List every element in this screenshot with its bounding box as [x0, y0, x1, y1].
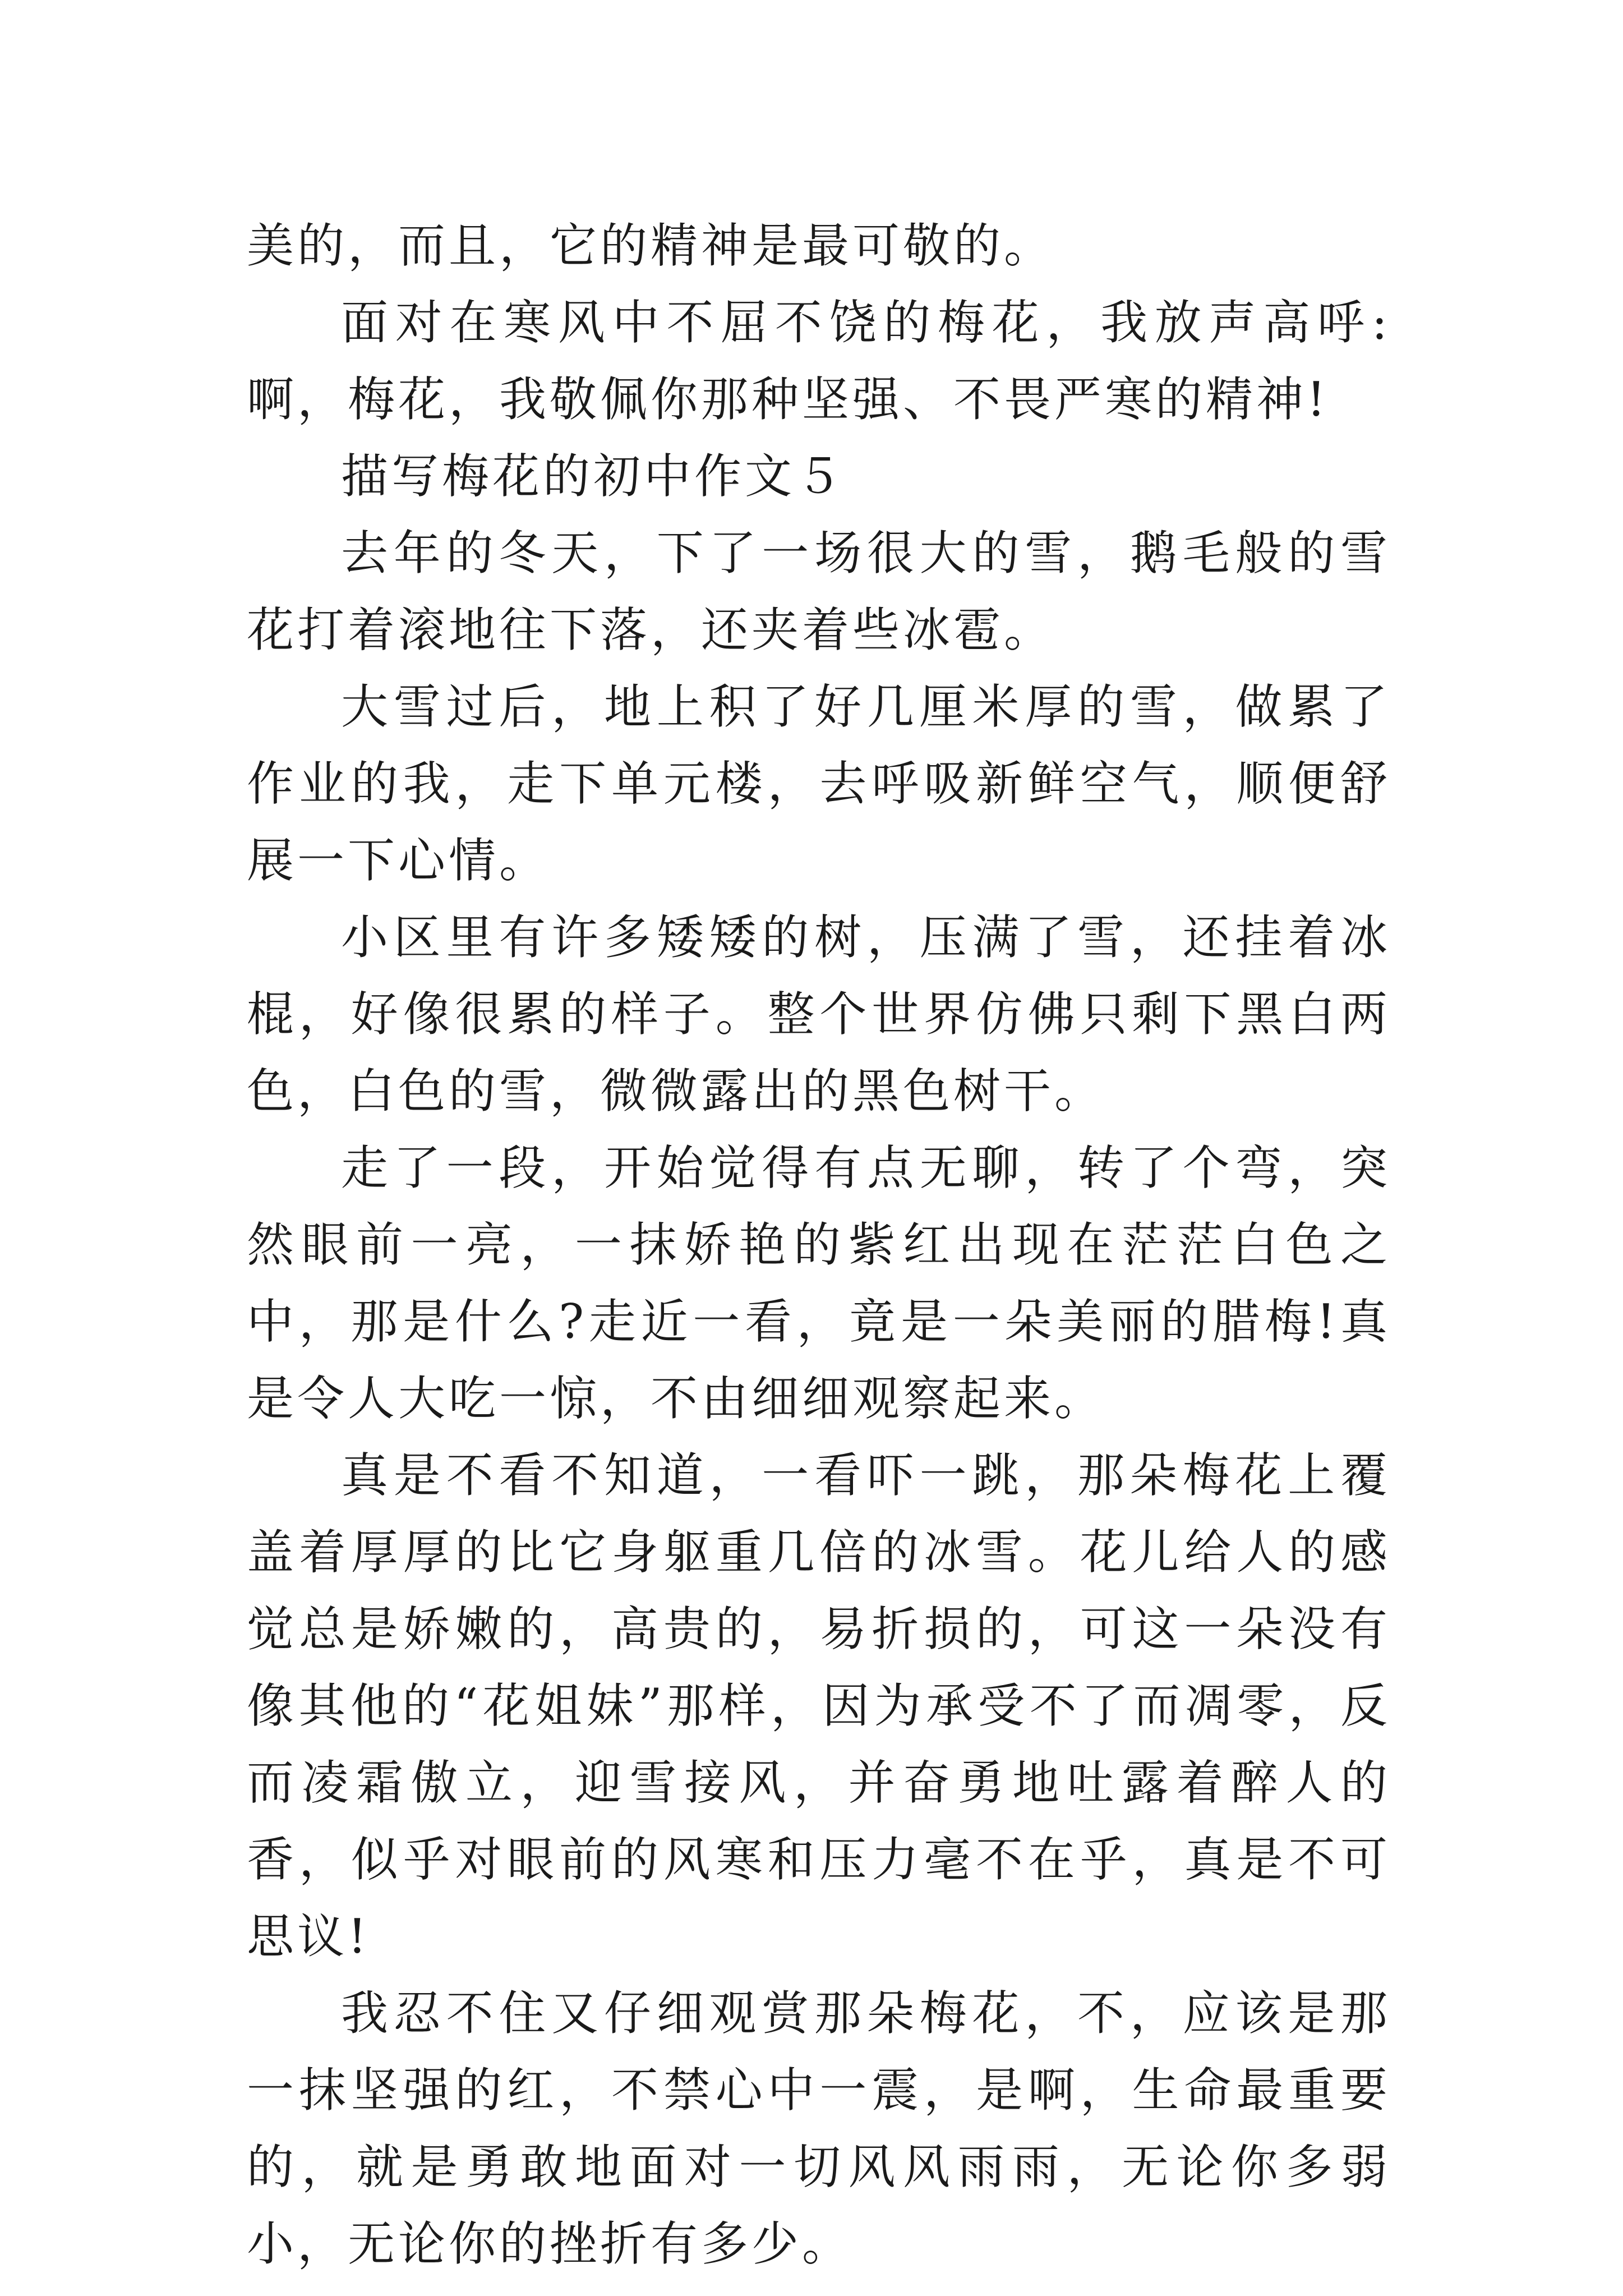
- paragraph: 面对在寒风中不屈不饶的梅花，我放声高呼:啊，梅花，我敬佩你那种坚强、不畏严寒的精神!: [247, 295, 1391, 427]
- paragraph: 我忍不住又仔细观赏那朵梅花，不，应该是那一抹坚强的红，不禁心中一震，是啊，生命最重要的，就是勇敢地面对一切风风雨雨，无论你多弱小，无论你的挫折有多少。: [247, 1986, 1391, 2271]
- paragraph: 美的，而且，它的精神是最可敬的。: [247, 218, 1055, 273]
- section-heading: 描写梅花的初中作文５: [341, 449, 846, 504]
- paragraph: 走了一段，开始觉得有点无聊，转了个弯，突然眼前一亮，一抹娇艳的紫红出现在茫茫白色之中，那是什么?走近一看，竟是一朵美丽的腊梅!真是令人大吃一惊，不由细细观察起来。: [247, 1140, 1391, 1426]
- paragraph: 去年的冬天，下了一场很大的雪，鹅毛般的雪花打着滚地往下落，还夹着些冰雹。: [247, 526, 1391, 657]
- paragraph: 真是不看不知道，一看吓一跳，那朵梅花上覆盖着厚厚的比它身躯重几倍的冰雪。花儿给人的感觉总是娇嫩的，高贵的，易折损的，可这一朵没有像其他的“花姐妹”那样，因为承受不了而凋零，反而凌霜傲立，迎雪接风，并奋勇地吐露着醉人的香，似乎对眼前的风寒和压力毫不在乎，真是不可思议!: [247, 1448, 1391, 1964]
- paragraph: 小区里有许多矮矮的树，压满了雪，还挂着冰棍，好像很累的样子。整个世界仿佛只剩下黑白两色，白色的雪，微微露出的黑色树干。: [247, 910, 1391, 1119]
- document-body: [247, 208, 1391, 2283]
- paragraph: 大雪过后，地上积了好几厘米厚的雪，做累了作业的我，走下单元楼，去呼吸新鲜空气，顺便舒展一下心情。: [247, 679, 1391, 888]
